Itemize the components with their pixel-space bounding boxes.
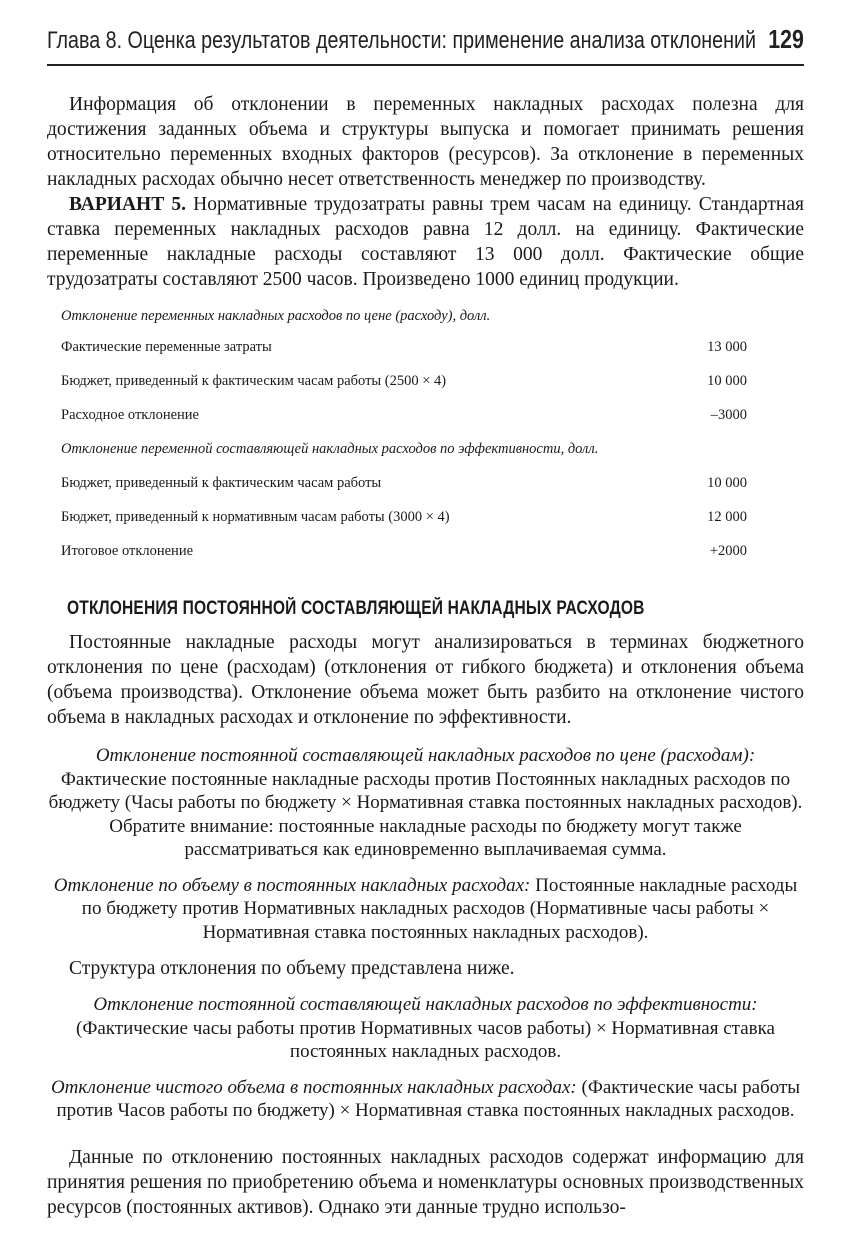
section-heading: ОТКЛОНЕНИЯ ПОСТОЯННОЙ СОСТАВЛЯЮЩЕЙ НАКЛАДНЫХ РАСХОДОВ	[67, 598, 645, 619]
final-paragraph: Данные по отклонению постоянных накладных расходов содержат информацию для принятия решения по приобретению объема и номенклатуры основных производственных ресурсов (постоянных активов). Однако эти данные трудно использо-	[47, 1146, 804, 1218]
table-caption-efficiency: Отклонение переменной составляющей накладных расходов по эффективности, долл.	[61, 441, 599, 457]
section-paragraph: Постоянные накладные расходы могут анализироваться в терминах бюджетного отклонения по цене (расходам) (отклонения от гибкого бюджета) и отклонения объема (объема производства). Отклонение объема может быть разбито на отклонение чистого объема в накладных расходах и отклонение по эффективности.	[47, 632, 804, 728]
row-label: Бюджет, приведенный к фактическим часам работы	[61, 475, 382, 491]
definition-volume-variance	[47, 874, 804, 945]
row-value: 13 000	[707, 339, 747, 355]
row-label: Итоговое отклонение	[61, 543, 194, 559]
chapter-title: Глава 8. Оценка результатов деятельности: применение анализа отклонений	[47, 27, 756, 54]
table-row	[61, 466, 747, 500]
variant-label: ВАРИАНТ 5.	[69, 194, 186, 215]
row-label: Бюджет, приведенный к фактическим часам работы (2500 × 4)	[61, 373, 447, 389]
row-label: Расходное отклонение	[61, 407, 199, 423]
table-row	[61, 398, 747, 432]
definition-term: Отклонение чистого объема в постоянных накладных расходах:	[50, 1076, 577, 1098]
definition-term: Отклонение по объему в постоянных накладных расходах:	[53, 874, 531, 896]
variance-table	[47, 302, 747, 568]
header-rule	[47, 64, 804, 66]
book-page	[47, 24, 804, 1220]
table-row	[61, 330, 747, 364]
definition-text: (Фактические часы работы против Часов работы по бюджету) × Нормативная ставка постоянных накладных расходов.	[56, 1076, 801, 1121]
row-value: 10 000	[707, 373, 747, 389]
table-row	[61, 534, 747, 568]
structure-note: Структура отклонения по объему представлена ниже.	[69, 958, 515, 979]
definition-term: Отклонение постоянной составляющей накладных расходов по цене (расходам):	[95, 745, 756, 766]
intro-paragraph: Информация об отклонении в переменных накладных расходах полезна для достижения заданных объема и структуры выпуска и помогает принимать решения относительно переменных входных факторов (ресурсов). За отклонение в переменных накладных расходах обычно несет ответственность менеджер по производству.	[47, 94, 804, 190]
variant-text: Нормативные трудозатраты равны трем часам на единицу. Стандартная ставка переменных накладных расходов равна 12 долл. на единицу. Фактические переменные накладные расходы составляют 13 000 долл. Фактические общие трудозатраты составляют 2500 часов. Произведено 1000 единиц продукции.	[47, 194, 804, 290]
row-label: Бюджет, приведенный к нормативным часам работы (3000 × 4)	[61, 509, 450, 525]
row-value: 10 000	[707, 475, 747, 491]
definition-text: (Фактические часы работы против Нормативных часов работы) × Нормативная ставка постоянных накладных расходов.	[76, 1017, 775, 1062]
page-number: 129	[768, 24, 804, 54]
row-value: +2000	[709, 543, 747, 559]
variant-paragraph	[47, 192, 804, 292]
row-label: Фактические переменные затраты	[61, 339, 272, 355]
table-caption-price: Отклонение переменных накладных расходов по цене (расходу), долл.	[61, 308, 491, 324]
definition-term: Отклонение постоянной составляющей накладных расходов по эффективности:	[93, 994, 758, 1015]
row-value: –3000	[710, 407, 747, 423]
table-row	[61, 500, 747, 534]
definition-net-volume-variance	[47, 1076, 804, 1123]
definition-text: Постоянные накладные расходы по бюджету против Нормативных накладных расходов (Нормативные часы работы × Нормативная ставка постоянных накладных расходов).	[81, 874, 798, 943]
running-header	[47, 24, 804, 60]
definition-price-variance	[47, 744, 804, 862]
table-row	[61, 364, 747, 398]
row-value: 12 000	[707, 509, 747, 525]
definition-text: Фактические постоянные накладные расходы против Постоянных накладных расходов по бюджету (Часы работы по бюджету × Нормативная ставка постоянных накладных расходов). Обратите внимание: постоянные накладные расходы по бюджету могут также рассматриваться как единовременно выплачиваемая сумма.	[48, 768, 803, 860]
definition-efficiency-variance	[47, 993, 804, 1064]
